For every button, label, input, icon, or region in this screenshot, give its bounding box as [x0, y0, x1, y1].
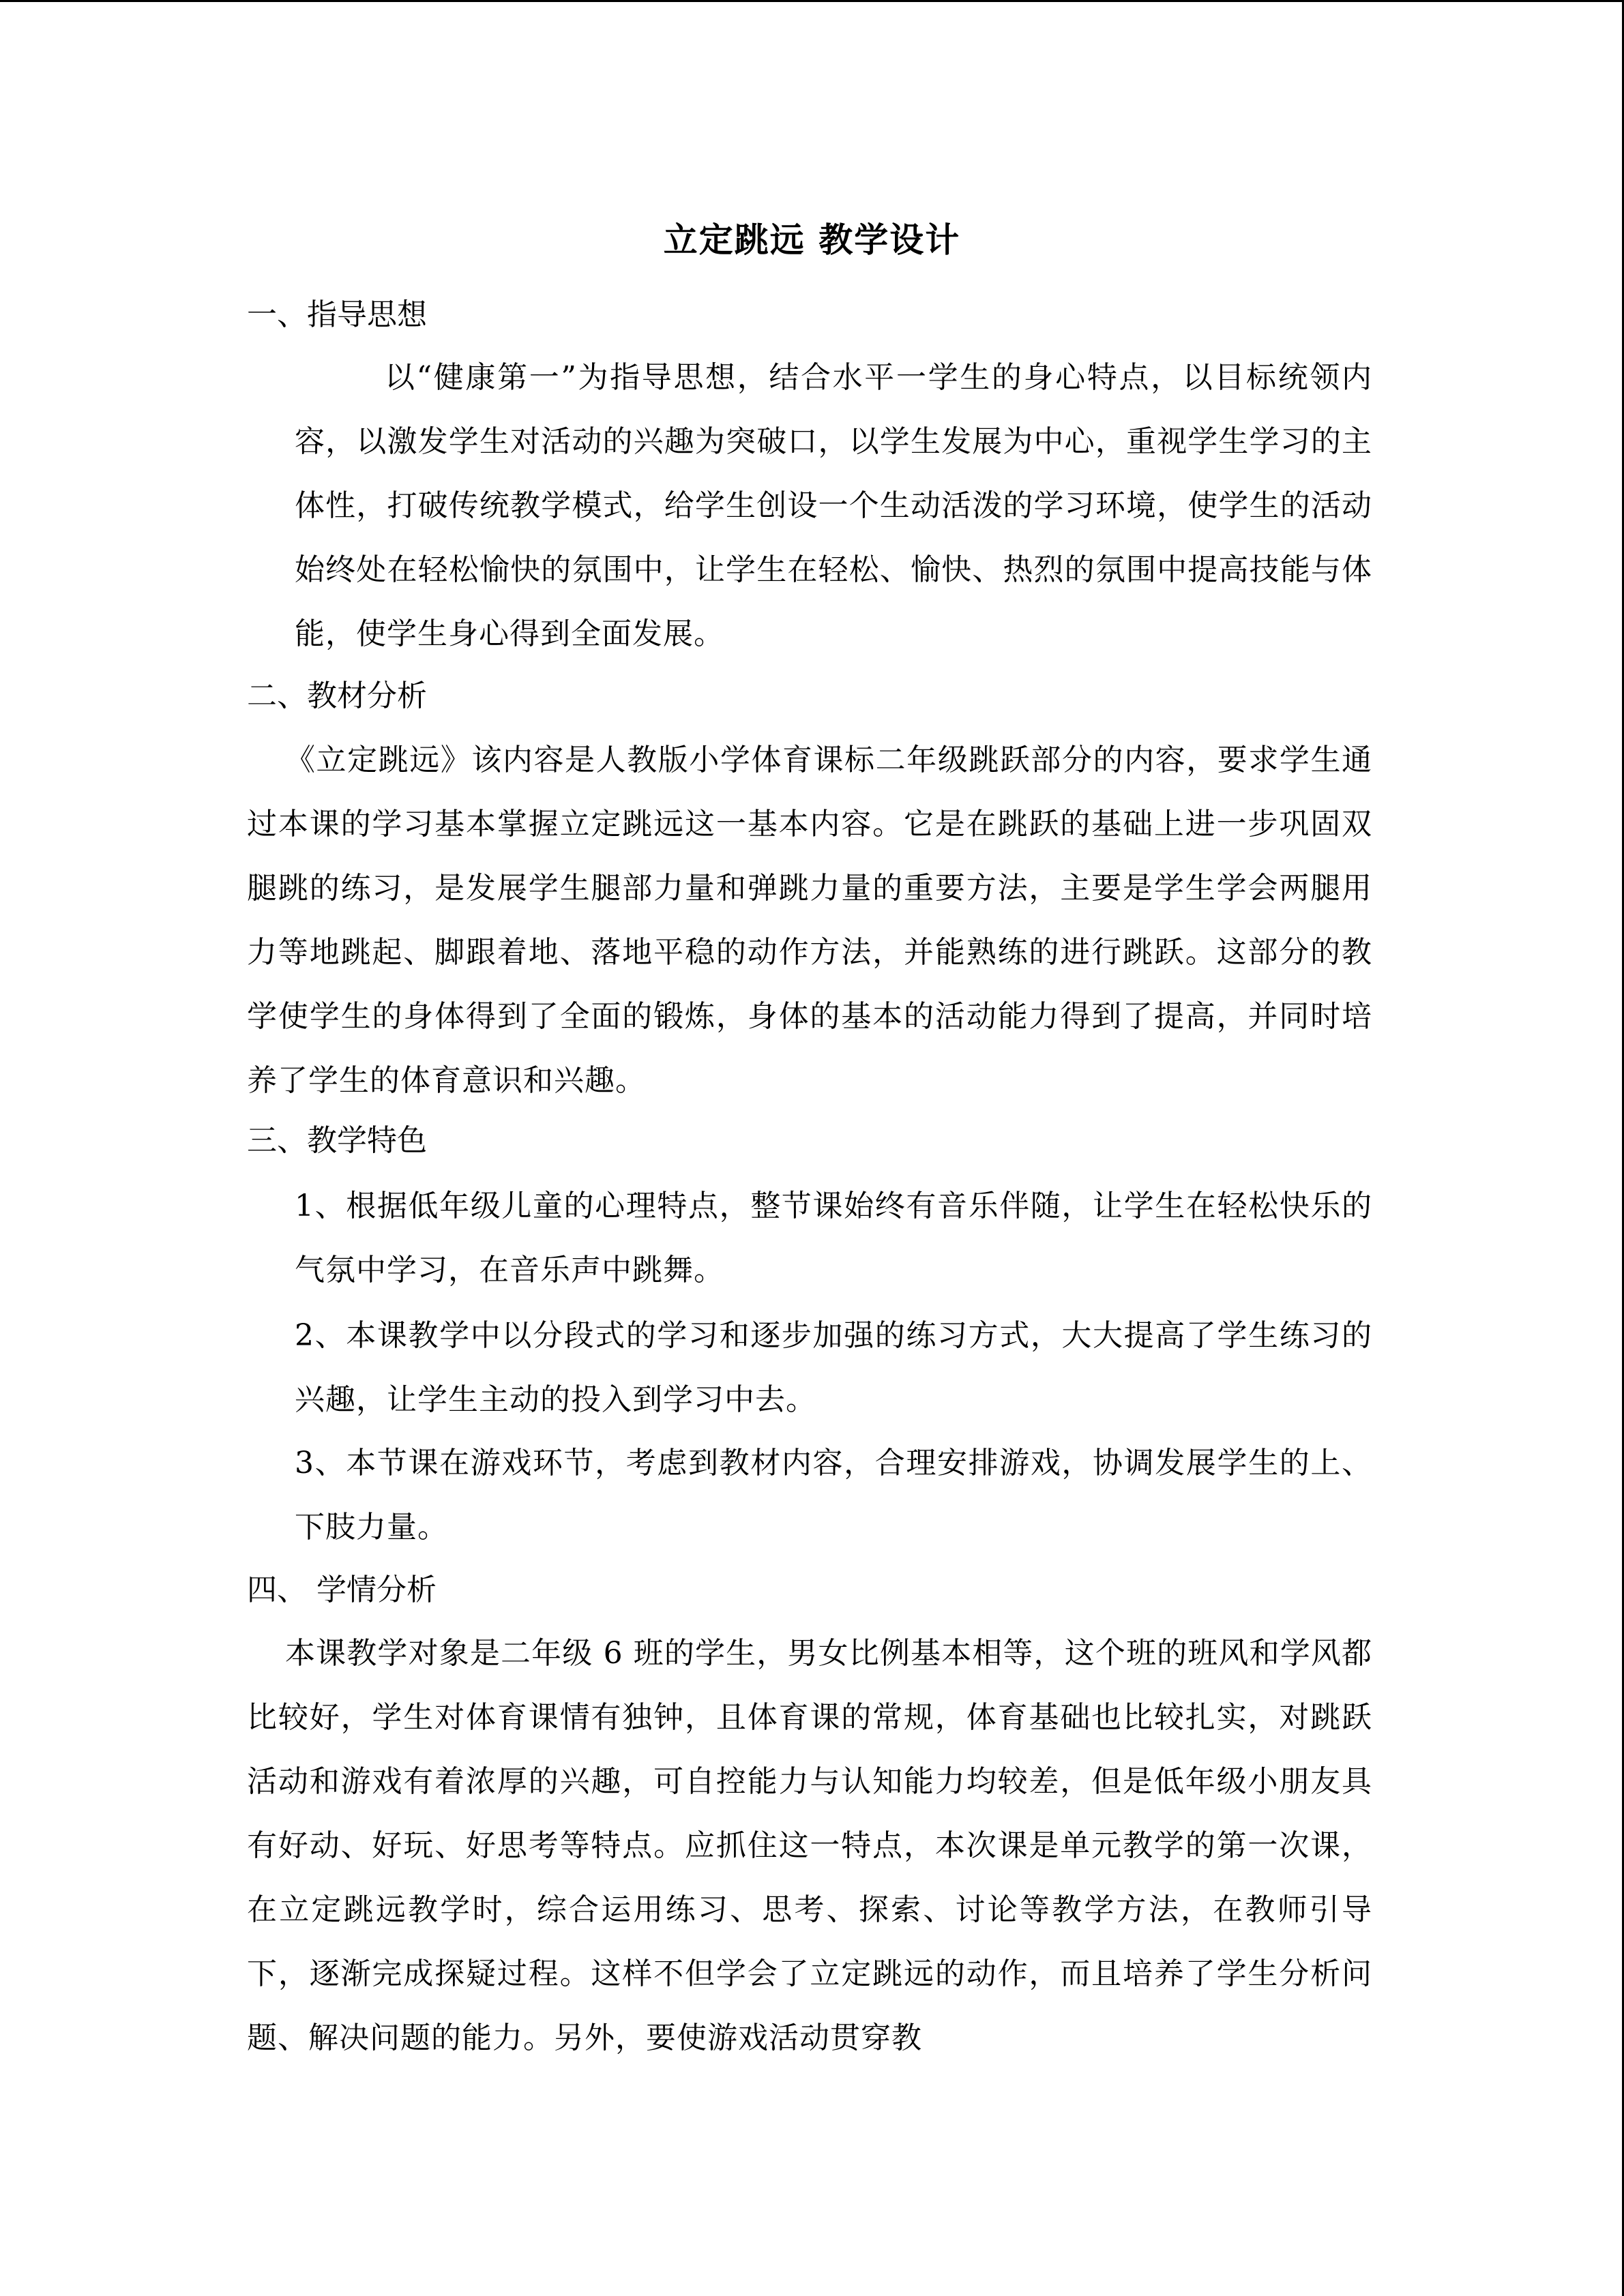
page-border-top	[0, 0, 1624, 2]
section-heading-material-analysis: 二、教材分析	[247, 679, 427, 713]
section-heading-student-analysis: 四、 学情分析	[247, 1572, 437, 1607]
document-title: 立定跳远 教学设计	[663, 220, 961, 260]
section-paragraph-material-analysis: 《立定跳远》该内容是人教版小学体育课标二年级跳跃部分的内容，要求学生通过本课的学习基本掌握立定跳远这一基本内容。它是在跳跃的基础上进一步巩固双腿跳的练习，是发展学生腿部力量和弹跳力量的重要方法，主要是学生学会两腿用力等地跳起、脚跟着地、落地平稳的动作方法，并能熟练的进行跳跃。这部分的教学使学生的身体得到了全面的锻炼，身体的基本的活动能力得到了提高，并同时培养了学生的体育意识和兴趣。	[247, 743, 1372, 1098]
feature-item-3: 3、本节课在游戏环节，考虑到教材内容，合理安排游戏，协调发展学生的上、下肢力量。	[295, 1446, 1372, 1545]
section-heading-guiding-thought: 一、指导思想	[247, 297, 427, 332]
section-heading-teaching-features: 三、教学特色	[247, 1123, 427, 1158]
feature-item-1: 1、根据低年级儿童的心理特点，整节课始终有音乐伴随，让学生在轻松快乐的气氛中学习，在音乐声中跳舞。	[295, 1189, 1372, 1287]
section-paragraph-guiding-thought: 以“健康第一”为指导思想，结合水平一学生的身心特点，以目标统领内容，以激发学生对活动的兴趣为突破口，以学生发展为中心，重视学生学习的主体性，打破传统教学模式，给学生创设一个生动活泼的学习环境，使学生的活动始终处在轻松愉快的氛围中，让学生在轻松、愉快、热烈的氛围中提高技能与体能，使学生身心得到全面发展。	[295, 360, 1372, 651]
section-paragraph-student-analysis: 本课教学对象是二年级 6 班的学生，男女比例基本相等，这个班的班风和学风都比较好，学生对体育课情有独钟，且体育课的常规，体育基础也比较扎实，对跳跃活动和游戏有着浓厚的兴趣，可自控能力与认知能力均较差，但是低年级小朋友具有好动、好玩、好思考等特点。应抓住这一特点，本次课是单元教学的第一次课，在立定跳远教学时，综合运用练习、思考、探索、讨论等教学方法，在教师引导下，逐渐完成探疑过程。这样不但学会了立定跳远的动作，而且培养了学生分析问题、解决问题的能力。另外，要使游戏活动贯穿教	[247, 1636, 1372, 2055]
feature-item-2: 2、本课教学中以分段式的学习和逐步加强的练习方式，大大提高了学生练习的兴趣，让学生主动的投入到学习中去。	[295, 1318, 1372, 1417]
